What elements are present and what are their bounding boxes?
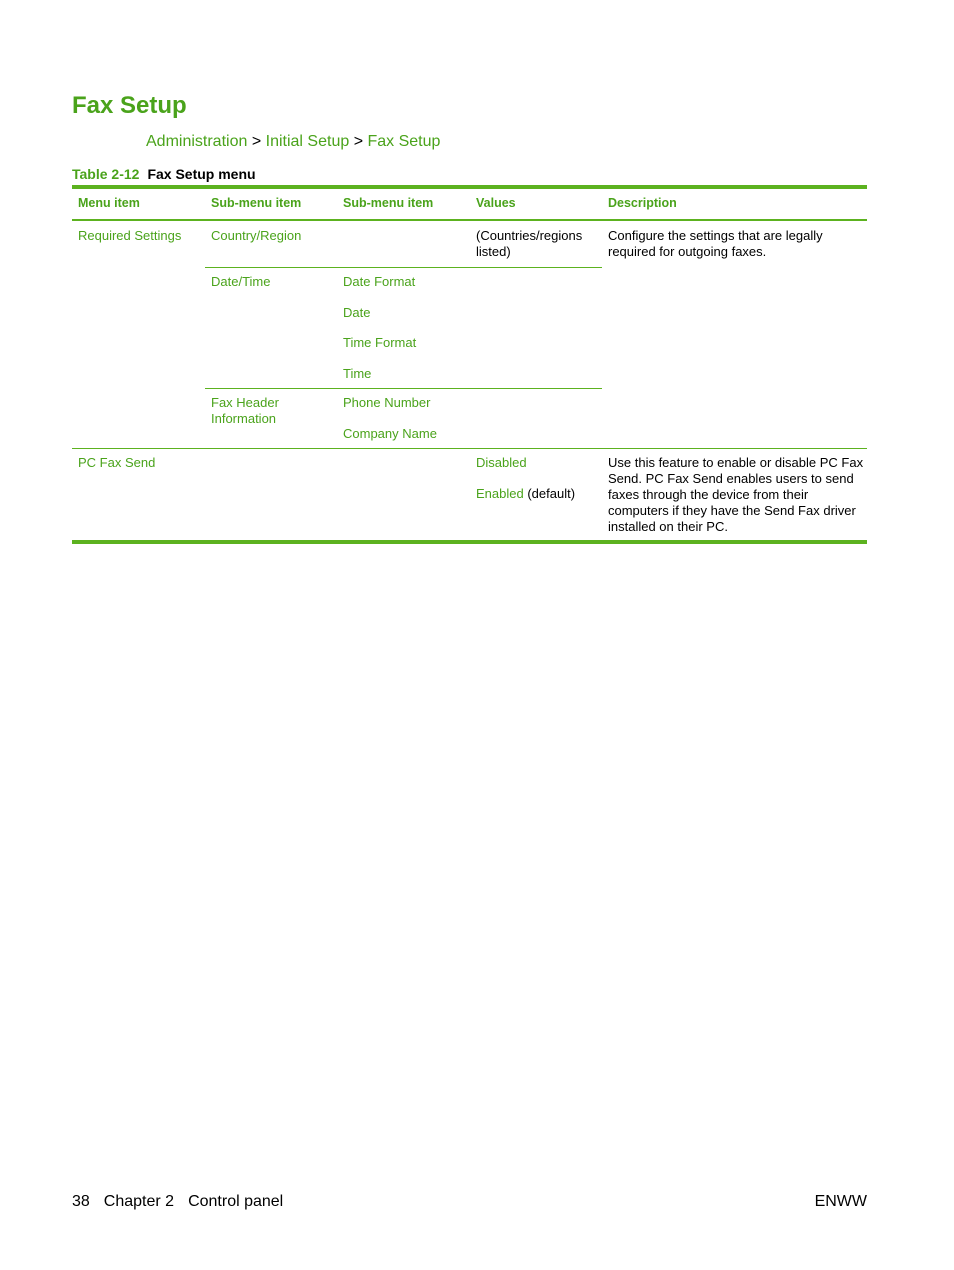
page-number: 38 <box>72 1193 90 1210</box>
footer-chapter-title: Control panel <box>188 1193 284 1210</box>
menu-item-pc-fax-send[interactable]: PC Fax Send <box>78 455 156 470</box>
value-default-suffix: (default) <box>523 486 576 501</box>
page-title: Fax Setup <box>72 92 187 119</box>
description-pc-fax-send: Use this feature to enable or disable PC Fax Send. PC Fax Send enables users to send faxes through the device from their computers if they have the Send Fax driver installed on their PC. <box>608 455 864 534</box>
breadcrumb-initial-setup[interactable]: Initial Setup <box>265 133 350 150</box>
footer-left <box>72 1193 297 1211</box>
header-sub-menu-item: Sub-menu item <box>211 196 302 210</box>
table-header-rule <box>72 219 867 221</box>
menu-item-required-settings[interactable]: Required Settings <box>78 228 182 243</box>
footer-right: ENWW <box>814 1193 867 1210</box>
value-disabled[interactable]: Disabled <box>476 455 527 470</box>
sub-item-phone-number[interactable]: Phone Number <box>343 395 431 410</box>
sub-item-fax-header-information[interactable]: Fax Header Information <box>211 395 279 426</box>
row-divider <box>72 448 867 449</box>
breadcrumb <box>146 133 440 151</box>
value-enabled-default <box>476 486 575 502</box>
description-required-settings: Configure the settings that are legally required for outgoing faxes. <box>608 228 823 259</box>
table-top-rule <box>72 185 867 189</box>
sub-item-country-region[interactable]: Country/Region <box>211 228 302 243</box>
header-values: Values <box>476 196 516 210</box>
row-divider <box>205 267 602 268</box>
value-countries-regions: (Countries/regions listed) <box>476 228 583 259</box>
breadcrumb-separator: > <box>353 133 364 150</box>
table-caption-number: Table 2-12 <box>72 166 140 182</box>
breadcrumb-separator: > <box>251 133 262 150</box>
sub-item-time[interactable]: Time <box>343 366 372 381</box>
table-caption-title: Fax Setup menu <box>147 166 256 182</box>
table-bottom-rule <box>72 540 867 544</box>
breadcrumb-administration[interactable]: Administration <box>146 133 248 150</box>
sub-item-company-name[interactable]: Company Name <box>343 426 437 441</box>
fax-setup-table <box>72 185 867 545</box>
sub-item-date-format[interactable]: Date Format <box>343 274 416 289</box>
sub-item-date[interactable]: Date <box>343 305 371 320</box>
row-divider <box>205 388 602 389</box>
header-menu-item: Menu item <box>78 196 140 210</box>
value-enabled[interactable]: Enabled <box>476 486 524 501</box>
breadcrumb-fax-setup[interactable]: Fax Setup <box>367 133 441 150</box>
sub-item-time-format[interactable]: Time Format <box>343 335 417 350</box>
sub-item-date-time[interactable]: Date/Time <box>211 274 271 289</box>
header-sub-menu-item: Sub-menu item <box>343 196 434 210</box>
header-description: Description <box>608 196 677 210</box>
table-caption <box>72 166 256 182</box>
footer-chapter: Chapter 2 <box>103 1193 175 1210</box>
